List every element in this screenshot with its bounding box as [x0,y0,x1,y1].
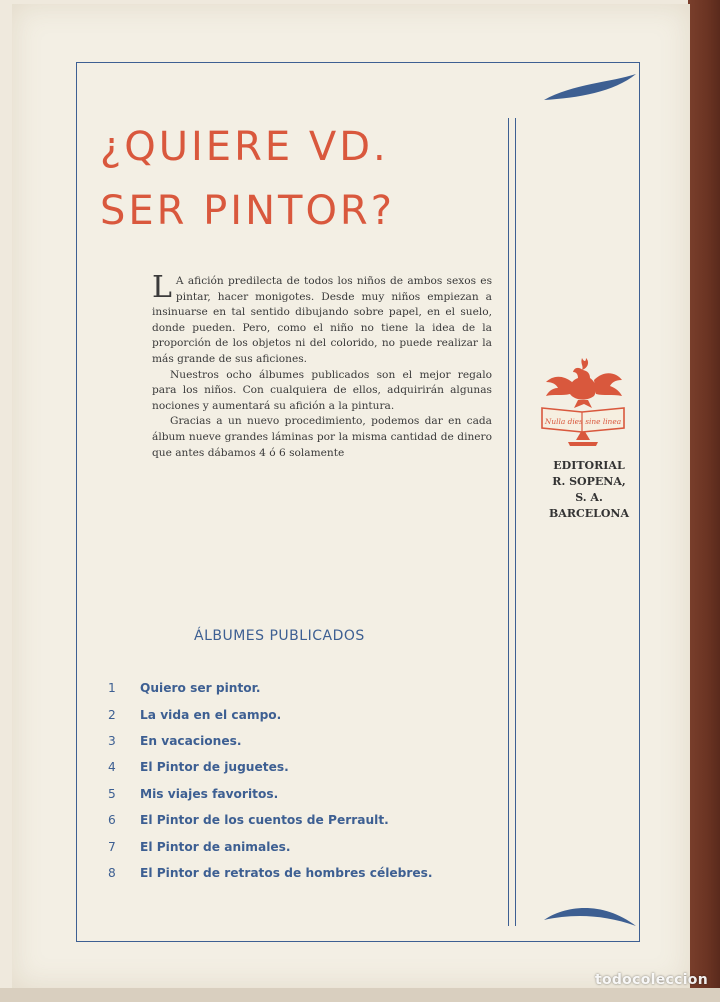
logo-motto: Nulla dies sine linea [544,417,622,426]
list-item: 3 En vacaciones. [108,733,242,748]
albums-list [108,675,498,886]
intro-paragraph-1: L A afición predilecta de todos los niños de ambos sexos es pintar, hacer monigotes. Desde muy niños empiezan a insinuarse en tal sentido dibujando sobre papel, en el suelo, donde pueden. Pero, como el niño no tiene la idea de la proporción de los objetos ni del colorido, no puede realizar la más grande de sus aficiones. [152,270,492,365]
watermark: todocoleccion [594,972,708,988]
bottom-swoosh-ornament [542,898,638,936]
publisher-line: EDITORIAL [553,459,625,472]
list-item: 5 Mis viajes favoritos. [108,786,279,801]
main-title-line-2: SER PINTOR? [100,188,395,234]
list-item: 7 El Pintor de animales. [108,839,291,854]
publisher-line: R. SOPENA, [552,475,626,488]
intro-paragraph-3: Gracias a un nuevo procedimiento, podemos dar en cada álbum nueve grandes láminas por la misma cantidad de dinero que antes dábamos 4 ó 6 solamente [152,415,492,459]
publisher-imprint [530,458,648,522]
book-spine [688,0,720,1002]
intro-text [152,270,492,461]
list-item: 4 El Pintor de juguetes. [108,760,289,775]
albums-heading: ÁLBUMES PUBLICADOS [194,628,365,644]
list-item: 2 La vida en el campo. [108,707,282,722]
top-swoosh-ornament [542,66,638,104]
publisher-line: BARCELONA [548,507,630,520]
intro-paragraph-2: Nuestros ocho álbumes publicados son el mejor regalo para los niños. Con cualquiera de ellos, adquirirán algunas nociones y aumentará su afición a la pintura. [152,368,492,412]
list-item: 8 El Pintor de retratos de hombres célebres. [108,865,433,880]
page-edge [0,988,720,1002]
publisher-line: S. A. [575,491,603,504]
list-item: 1 Quiero ser pintor. [108,681,261,696]
column-divider [508,118,516,926]
main-title-line-1: ¿QUIERE VD. [100,124,389,170]
publisher-logo-eagle-book [538,356,628,450]
list-item: 6 El Pintor de los cuentos de Perrault. [108,813,389,828]
drop-cap: L [152,270,172,305]
